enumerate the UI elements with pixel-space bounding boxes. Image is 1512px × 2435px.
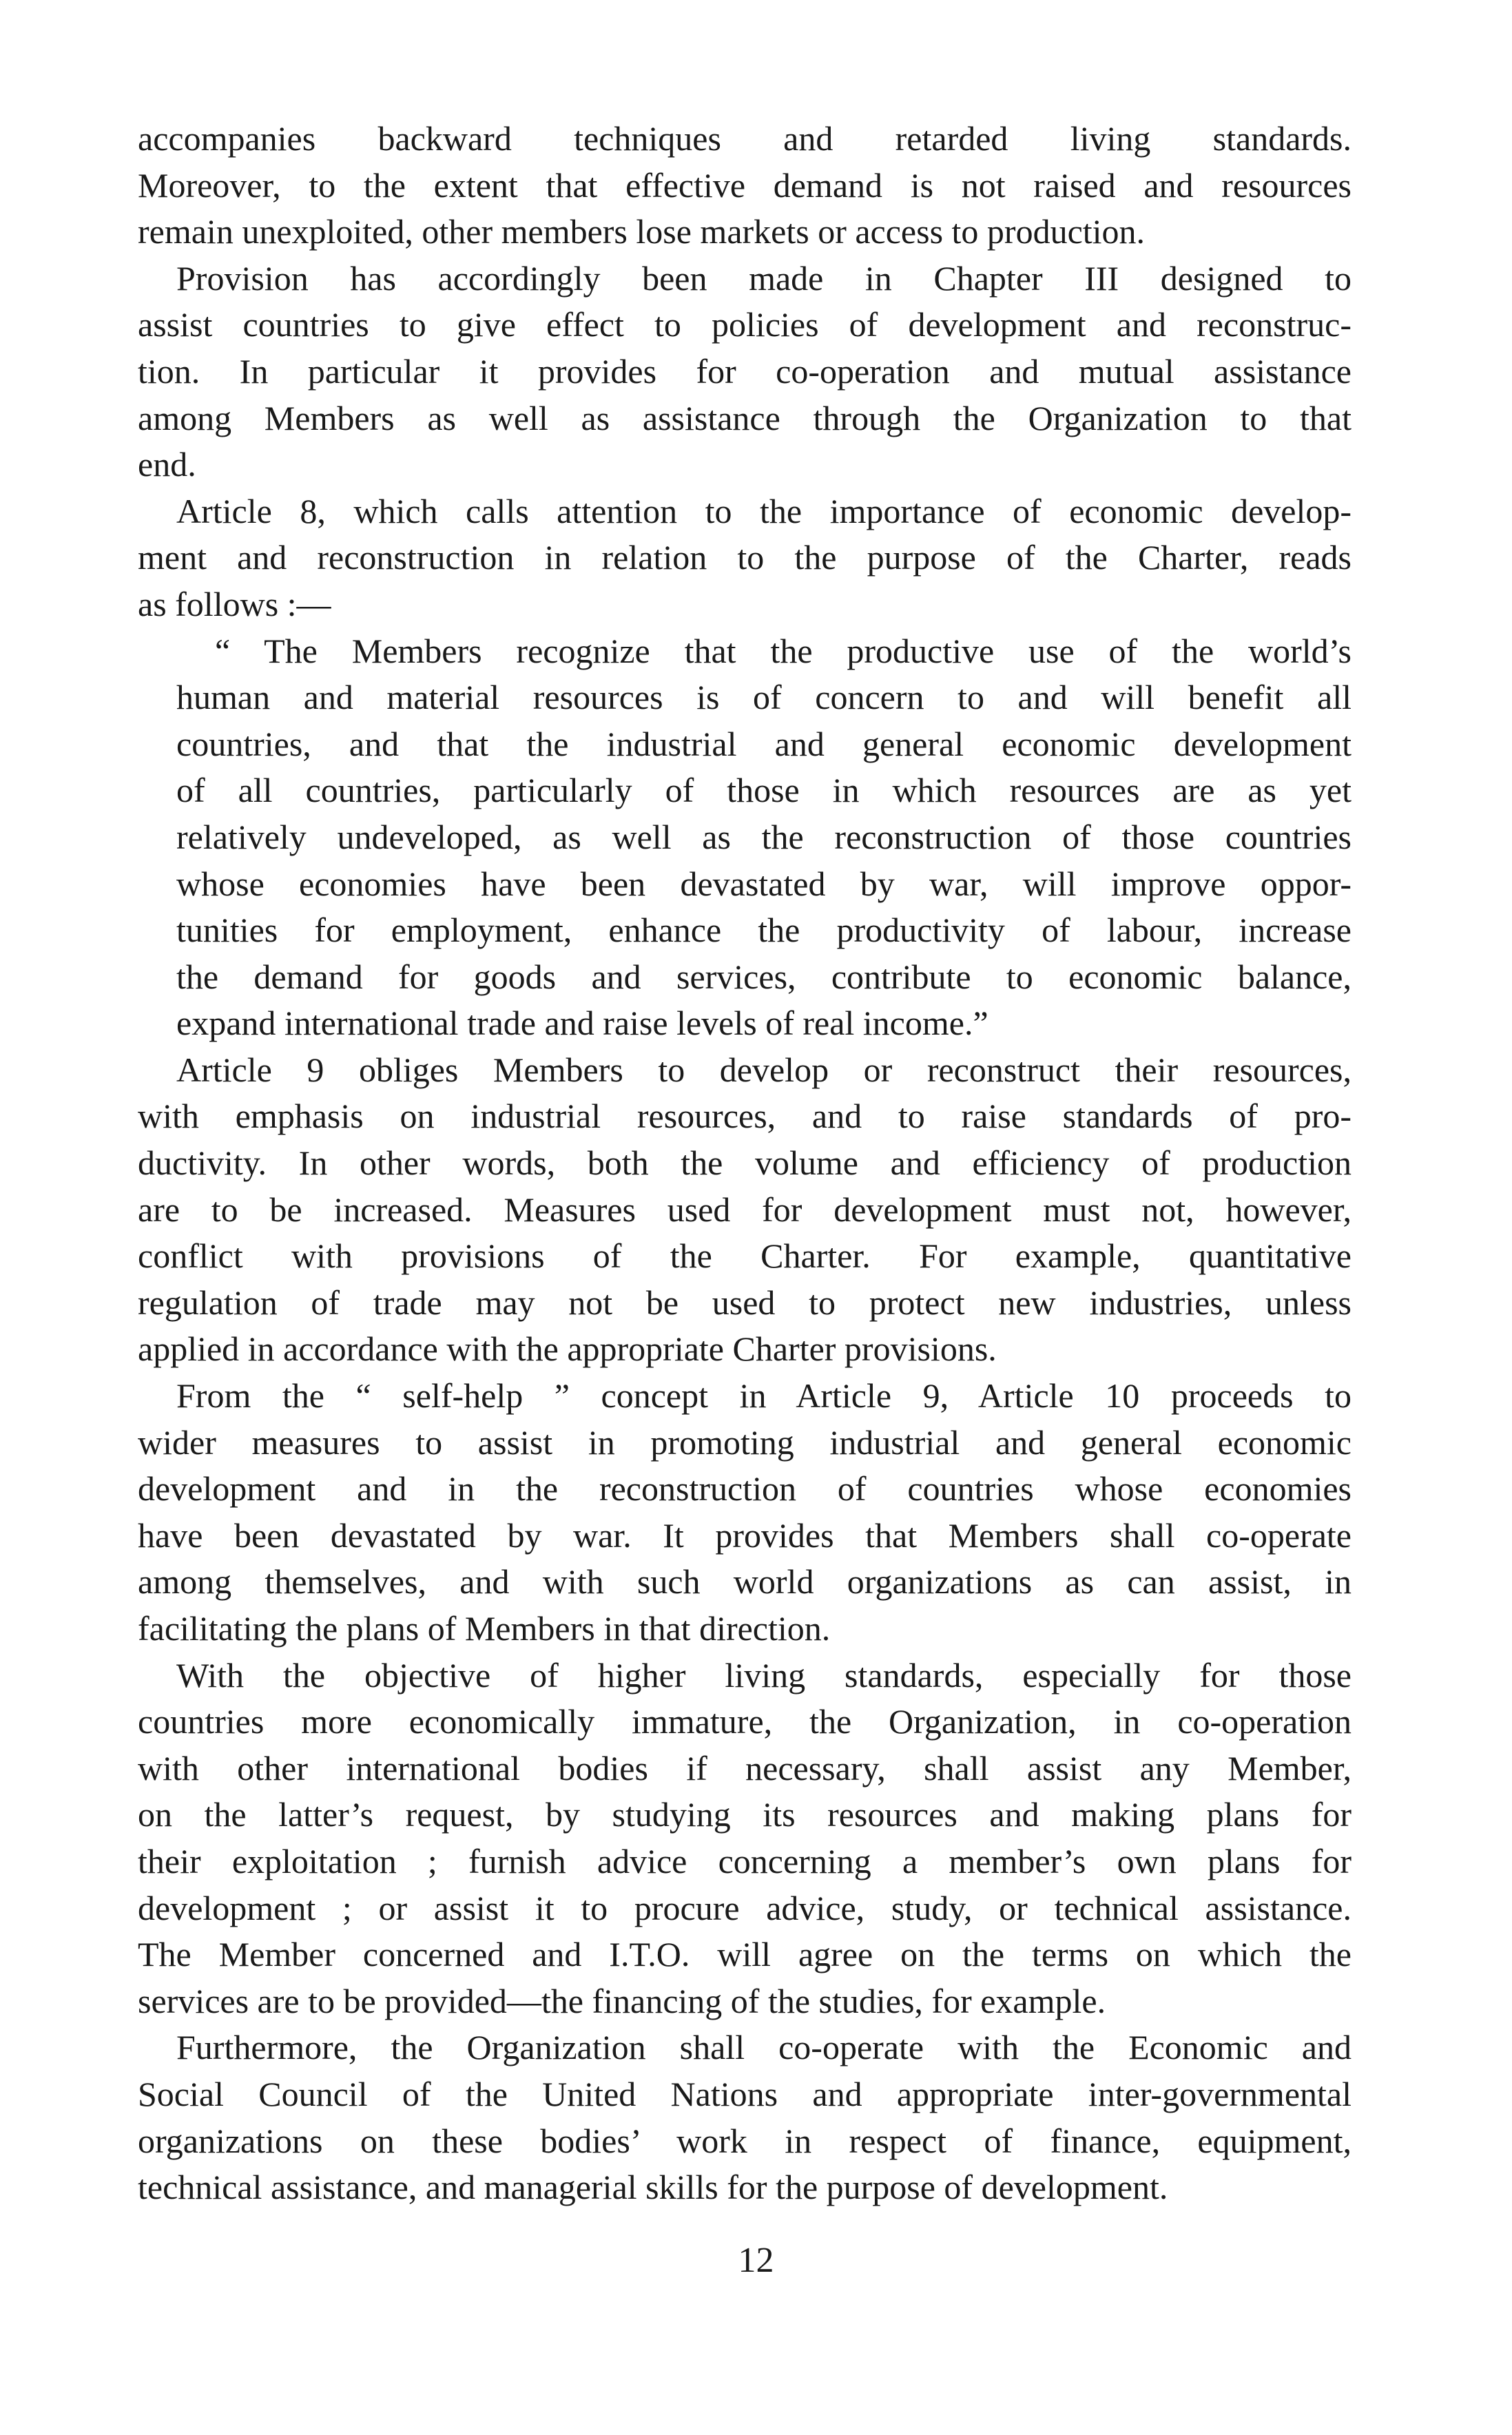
text-line: among themselves, and with such world organizations as can assist, in xyxy=(138,1562,1352,1602)
text-line: relatively undeveloped, as well as the reconstruction of those countries xyxy=(176,817,1352,856)
text-line: remain unexploited, other members lose markets or access to production. xyxy=(138,212,1146,251)
block-quote xyxy=(138,628,1352,1047)
paragraph xyxy=(138,1047,1352,1373)
paragraph xyxy=(138,488,1352,628)
text-line: applied in accordance with the appropriate Charter provisions. xyxy=(138,1329,997,1369)
text-line: From the “ self-help ” concept in Article 9, Article 10 proceeds to xyxy=(176,1376,1352,1416)
text-line: countries, and that the industrial and general economic development xyxy=(176,724,1352,763)
text-line: regulation of trade may not be used to protect new industries, unless xyxy=(138,1283,1352,1322)
paragraph xyxy=(138,116,1352,256)
paragraph xyxy=(138,256,1352,488)
text-line: development and in the reconstruction of countries whose economies xyxy=(138,1469,1352,1509)
text-line: services are to be provided—the financing of the studies, for example. xyxy=(138,1981,1106,2020)
text-line: wider measures to assist in promoting industrial and general economic xyxy=(138,1422,1352,1462)
text-line: whose economies have been devastated by war, will improve oppor- xyxy=(176,864,1352,903)
text-line: among Members as well as assistance through the Organization to that xyxy=(138,398,1352,437)
text-line: countries more economically immature, the Organization, in co-operation xyxy=(138,1702,1352,1741)
text-line: human and material resources is of concern to and will benefit all xyxy=(176,678,1352,717)
text-line: facilitating the plans of Members in that direction. xyxy=(138,1609,831,1648)
text-line: as follows :— xyxy=(138,584,331,623)
text-line: on the latter’s request, by studying its resources and making plans for xyxy=(138,1795,1352,1834)
text-line: Social Council of the United Nations and appropriate inter-governmental xyxy=(138,2074,1352,2113)
text-line: have been devastated by war. It provides that Members shall co-operate xyxy=(138,1515,1352,1555)
text-line: with other international bodies if necessary, shall assist any Member, xyxy=(138,1748,1352,1788)
text-line: tion. In particular it provides for co-operation and mutual assistance xyxy=(138,351,1352,391)
text-line: assist countries to give effect to policies of development and reconstruc- xyxy=(138,305,1352,344)
text-line: of all countries, particularly of those in which resources are as yet xyxy=(176,771,1352,810)
text-line: ductivity. In other words, both the volume and efficiency of production xyxy=(138,1143,1352,1183)
text-line: with emphasis on industrial resources, and to raise standards of pro- xyxy=(138,1097,1352,1136)
text-line: expand international trade and raise levels of real income.” xyxy=(176,1004,988,1043)
text-line: Article 8, which calls attention to the importance of economic develop- xyxy=(176,491,1352,530)
text-line: the demand for goods and services, contribute to economic balance, xyxy=(176,957,1352,996)
text-line: technical assistance, and managerial skills for the purpose of development. xyxy=(138,2168,1168,2207)
text-line: organizations on these bodies’ work in respect of finance, equipment, xyxy=(138,2121,1352,2160)
text-line: Article 9 obliges Members to develop or reconstruct their resources, xyxy=(176,1050,1352,1089)
document-body xyxy=(138,116,1352,2211)
paragraph xyxy=(138,2024,1352,2210)
text-line: Furthermore, the Organization shall co-operate with the Economic and xyxy=(176,2028,1352,2067)
text-line: With the objective of higher living standards, especially for those xyxy=(176,1655,1352,1695)
text-line: ment and reconstruction in relation to the purpose of the Charter, reads xyxy=(138,538,1352,577)
page-number: 12 xyxy=(738,2241,774,2280)
text-line: are to be increased. Measures used for development must not, however, xyxy=(138,1190,1352,1229)
text-line: development ; or assist it to procure advice, study, or technical assistance. xyxy=(138,1888,1352,1927)
text-line: their exploitation ; furnish advice concerning a member’s own plans for xyxy=(138,1841,1352,1880)
text-line: conflict with provisions of the Charter. For example, quantitative xyxy=(138,1236,1352,1276)
text-line: end. xyxy=(138,445,196,484)
text-line: Provision has accordingly been made in Chapter III designed to xyxy=(176,258,1352,298)
paragraph xyxy=(138,1373,1352,1652)
paragraph xyxy=(138,1652,1352,2025)
text-line: tunities for employment, enhance the productivity of labour, increase xyxy=(176,911,1352,950)
text-line: The Member concerned and I.T.O. will agree on the terms on which the xyxy=(138,1935,1352,1974)
text-line: Moreover, to the extent that effective demand is not raised and resources xyxy=(138,165,1352,205)
text-line: “ The Members recognize that the productive use of the world’s xyxy=(215,631,1352,670)
text-line: accompanies backward techniques and retarded living standards. xyxy=(138,119,1352,158)
